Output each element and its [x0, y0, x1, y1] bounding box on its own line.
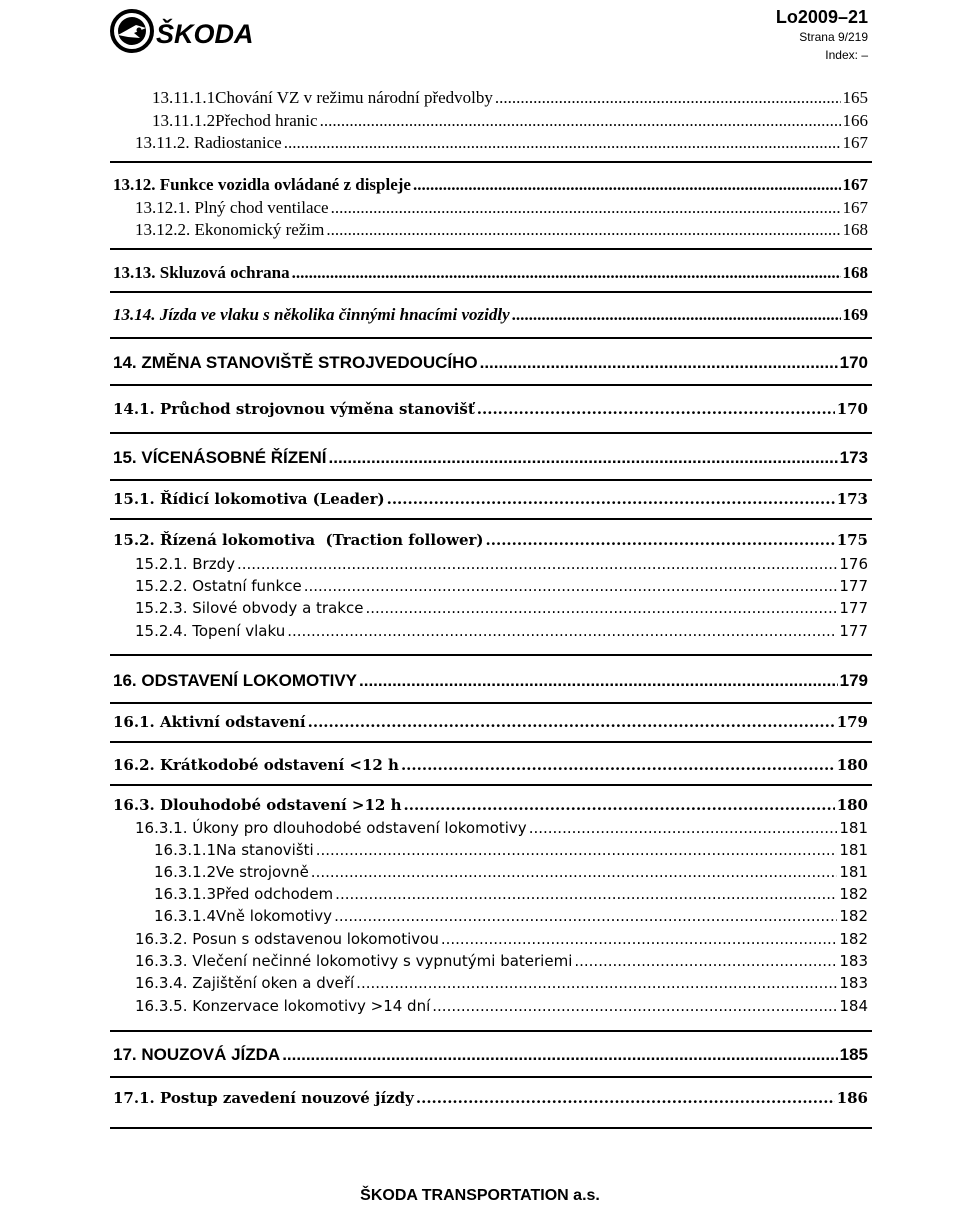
toc-leader-dots	[401, 756, 835, 774]
toc-entry[interactable]	[135, 555, 868, 573]
toc-entry-page: 181	[839, 863, 868, 881]
toc-entry-page: 169	[842, 305, 868, 324]
toc-entry-page: 166	[842, 111, 868, 130]
toc-leader-dots	[304, 577, 838, 595]
toc-leader-dots	[326, 220, 840, 240]
toc-entry-title: 13.12.2. Ekonomický režim	[135, 220, 325, 239]
toc-entry[interactable]	[135, 198, 868, 218]
toc-entry-page: 183	[839, 952, 868, 970]
toc-entry[interactable]	[113, 713, 868, 731]
toc-entry-title: 16. ODSTAVENÍ LOKOMOTIVY	[113, 671, 358, 690]
toc-entry[interactable]	[113, 1089, 868, 1107]
toc-entry[interactable]	[113, 175, 868, 195]
toc-entry-page: 165	[842, 88, 868, 107]
toc-leader-dots	[529, 819, 838, 837]
toc-leader-dots	[331, 198, 841, 218]
toc-leader-dots	[316, 841, 838, 859]
toc-entry[interactable]	[113, 671, 868, 691]
toc-leader-dots	[308, 713, 835, 731]
toc-entry-title: 15. VÍCENÁSOBNÉ ŘÍZENÍ	[113, 448, 327, 467]
section-divider	[110, 384, 872, 386]
toc-leader-dots	[311, 863, 838, 881]
toc-leader-dots	[574, 952, 837, 970]
toc-entry[interactable]	[113, 263, 868, 283]
toc-entry-page: 181	[839, 841, 868, 859]
section-divider	[110, 784, 872, 786]
section-divider	[110, 518, 872, 520]
toc-leader-dots	[284, 133, 841, 153]
toc-entry-title: Chování VZ v režimu národní předvolby	[215, 88, 493, 107]
toc-entry-title: 16.3.1. Úkony pro dlouhodobé odstavení lokomotivy	[135, 819, 527, 837]
toc-entry-page: 180	[836, 756, 868, 774]
toc-leader-dots	[282, 1045, 837, 1065]
toc-entry[interactable]	[135, 930, 868, 948]
toc-entry-title: 15.2.1. Brzdy	[135, 555, 235, 573]
document-code: Lo2009–21	[775, 7, 868, 27]
toc-entry-number: 13.11.1.1	[152, 88, 216, 107]
toc-entry-title: 16.3. Dlouhodobé odstavení >12 h	[113, 796, 402, 814]
toc-leader-dots	[329, 448, 838, 468]
toc-entry[interactable]	[113, 448, 868, 468]
toc-entry-number: 16.3.1.4	[154, 907, 217, 925]
toc-entry[interactable]	[152, 111, 868, 131]
toc-entry[interactable]	[135, 974, 868, 992]
toc-leader-dots	[432, 997, 837, 1015]
toc-entry-page: 177	[839, 599, 868, 617]
toc-leader-dots	[512, 305, 841, 325]
toc-entry-page: 168	[842, 220, 868, 239]
toc-entry-title: 13.13. Skluzová ochrana	[113, 263, 290, 282]
toc-entry-number: 13.11.1.2	[152, 111, 216, 130]
toc-entry-title: 13.12. Funkce vozidla ovládané z displeje	[113, 175, 411, 194]
toc-entry-title: 17. NOUZOVÁ JÍZDA	[113, 1045, 281, 1064]
section-divider	[110, 291, 872, 293]
toc-entry[interactable]	[135, 997, 868, 1015]
toc-entry[interactable]	[135, 622, 868, 640]
toc-entry-title: Vně lokomotivy	[216, 907, 333, 925]
toc-entry-title: Na stanovišti	[216, 841, 314, 859]
toc-leader-dots	[477, 400, 835, 418]
toc-entry[interactable]	[154, 863, 868, 881]
toc-leader-dots	[359, 671, 838, 691]
toc-entry[interactable]	[135, 577, 868, 595]
section-divider	[110, 1030, 872, 1032]
toc-entry-page: 183	[839, 974, 868, 992]
toc-entry-title: 13.14. Jízda ve vlaku s několika činnými hnacími vozidly	[113, 305, 510, 324]
toc-entry-title: 15.1. Řídicí lokomotiva (Leader)	[113, 490, 385, 508]
toc-leader-dots	[335, 885, 837, 903]
toc-entry-page: 182	[839, 907, 868, 925]
toc-entry-page: 186	[836, 1089, 868, 1107]
toc-leader-dots	[441, 930, 838, 948]
toc-entry[interactable]	[113, 353, 868, 373]
toc-entry[interactable]	[154, 841, 868, 859]
section-divider	[110, 248, 872, 250]
toc-entry-title: 16.1. Aktivní odstavení	[113, 713, 306, 731]
toc-entry-page: 182	[839, 930, 868, 948]
toc-entry-title: 14. ZMĚNA STANOVIŠTĚ STROJVEDOUCÍHO	[113, 353, 478, 372]
toc-entry-title: 15.2.4. Topení vlaku	[135, 622, 286, 640]
toc-entry[interactable]	[135, 220, 868, 240]
page-number: Strana 9/219	[799, 30, 868, 44]
toc-entry-title: 15.2.3. Silové obvody a trakce	[135, 599, 364, 617]
toc-entry-page: 177	[839, 622, 868, 640]
section-divider	[110, 741, 872, 743]
toc-entry-page: 173	[836, 490, 868, 508]
toc-leader-dots	[237, 555, 837, 573]
toc-entry-page: 175	[836, 531, 868, 549]
toc-leader-dots	[486, 531, 835, 549]
toc-entry-page: 176	[839, 555, 868, 573]
toc-entry[interactable]	[113, 1045, 868, 1065]
index-label: Index: –	[825, 48, 868, 62]
toc-entry-page: 181	[839, 819, 868, 837]
toc-entry[interactable]	[113, 305, 868, 325]
toc-leader-dots	[320, 111, 841, 131]
toc-entry-title: 17.1. Postup zavedení nouzové jízdy	[113, 1089, 414, 1107]
toc-leader-dots	[356, 974, 837, 992]
toc-entry-page: 180	[836, 796, 868, 814]
toc-entry[interactable]	[113, 796, 868, 814]
toc-entry-page: 177	[839, 577, 868, 595]
toc-leader-dots	[404, 796, 835, 814]
toc-entry-title: 16.2. Krátkodobé odstavení <12 h	[113, 756, 399, 774]
toc-entry-title: 15.2.2. Ostatní funkce	[135, 577, 302, 595]
toc-entry-page: 167	[842, 198, 868, 217]
toc-entry-page: 173	[839, 448, 868, 467]
toc-entry-title: 16.3.5. Konzervace lokomotivy >14 dní	[135, 997, 431, 1015]
section-divider	[110, 479, 872, 481]
toc-entry-page: 167	[842, 133, 868, 152]
toc-entry-title: 14.1. Průchod strojovnou výměna stanovišť	[113, 400, 475, 418]
toc-entry-title: 16.3.4. Zajištění oken a dveří	[135, 974, 355, 992]
section-divider	[110, 1127, 872, 1129]
section-divider	[110, 337, 872, 339]
toc-entry[interactable]	[135, 133, 868, 153]
toc-entry-page: 182	[839, 885, 868, 903]
toc-entry-title: 16.3.3. Vlečení nečinné lokomotivy s vypnutými bateriemi	[135, 952, 573, 970]
toc-entry[interactable]	[154, 885, 868, 903]
section-divider	[110, 654, 872, 656]
toc-leader-dots	[292, 263, 841, 283]
toc-entry-page: 170	[839, 353, 868, 372]
toc-leader-dots	[480, 353, 838, 373]
toc-leader-dots	[287, 622, 837, 640]
toc-entry[interactable]	[113, 756, 868, 774]
toc-entry-page: 170	[836, 400, 868, 418]
toc-entry[interactable]	[135, 819, 868, 837]
section-divider	[110, 1076, 872, 1078]
toc-entry-title: 16.3.2. Posun s odstavenou lokomotivou	[135, 930, 439, 948]
toc-entry[interactable]	[113, 490, 868, 508]
toc-entry-number: 16.3.1.3	[154, 885, 217, 903]
toc-entry[interactable]	[152, 88, 868, 108]
brand-wordmark: ŠKODA	[156, 19, 252, 49]
toc-entry-page: 179	[836, 713, 868, 731]
toc-entry-title: 15.2. Řízená lokomotiva (Traction follower)	[113, 531, 484, 549]
toc-entry-number: 16.3.1.1	[154, 841, 217, 859]
toc-entry[interactable]	[113, 400, 868, 418]
toc-entry-page: 184	[839, 997, 868, 1015]
toc-entry[interactable]	[135, 599, 868, 617]
toc-entry-page: 167	[842, 175, 868, 194]
footer-company-name: ŠKODA TRANSPORTATION a.s.	[360, 1187, 600, 1204]
section-divider	[110, 161, 872, 163]
toc-leader-dots	[387, 490, 835, 508]
toc-entry-title: Před odchodem	[216, 885, 334, 903]
toc-entry[interactable]	[154, 907, 868, 925]
toc-leader-dots	[416, 1089, 835, 1107]
toc-leader-dots	[334, 907, 837, 925]
toc-leader-dots	[365, 599, 837, 617]
toc-entry-page: 185	[839, 1045, 868, 1064]
toc-entry-title: Přechod hranic	[215, 111, 318, 130]
toc-entry-number: 16.3.1.2	[154, 863, 217, 881]
toc-entry-page: 179	[839, 671, 868, 690]
section-divider	[110, 432, 872, 434]
section-divider	[110, 702, 872, 704]
toc-entry[interactable]	[135, 952, 868, 970]
toc-entry-title: 13.12.1. Plný chod ventilace	[135, 198, 329, 217]
toc-leader-dots	[413, 175, 841, 195]
toc-entry-title: Ve strojovně	[216, 863, 309, 881]
toc-leader-dots	[495, 88, 841, 108]
toc-entry[interactable]	[113, 531, 868, 549]
toc-entry-page: 168	[842, 263, 868, 282]
toc-entry-title: 13.11.2. Radiostanice	[135, 133, 282, 152]
